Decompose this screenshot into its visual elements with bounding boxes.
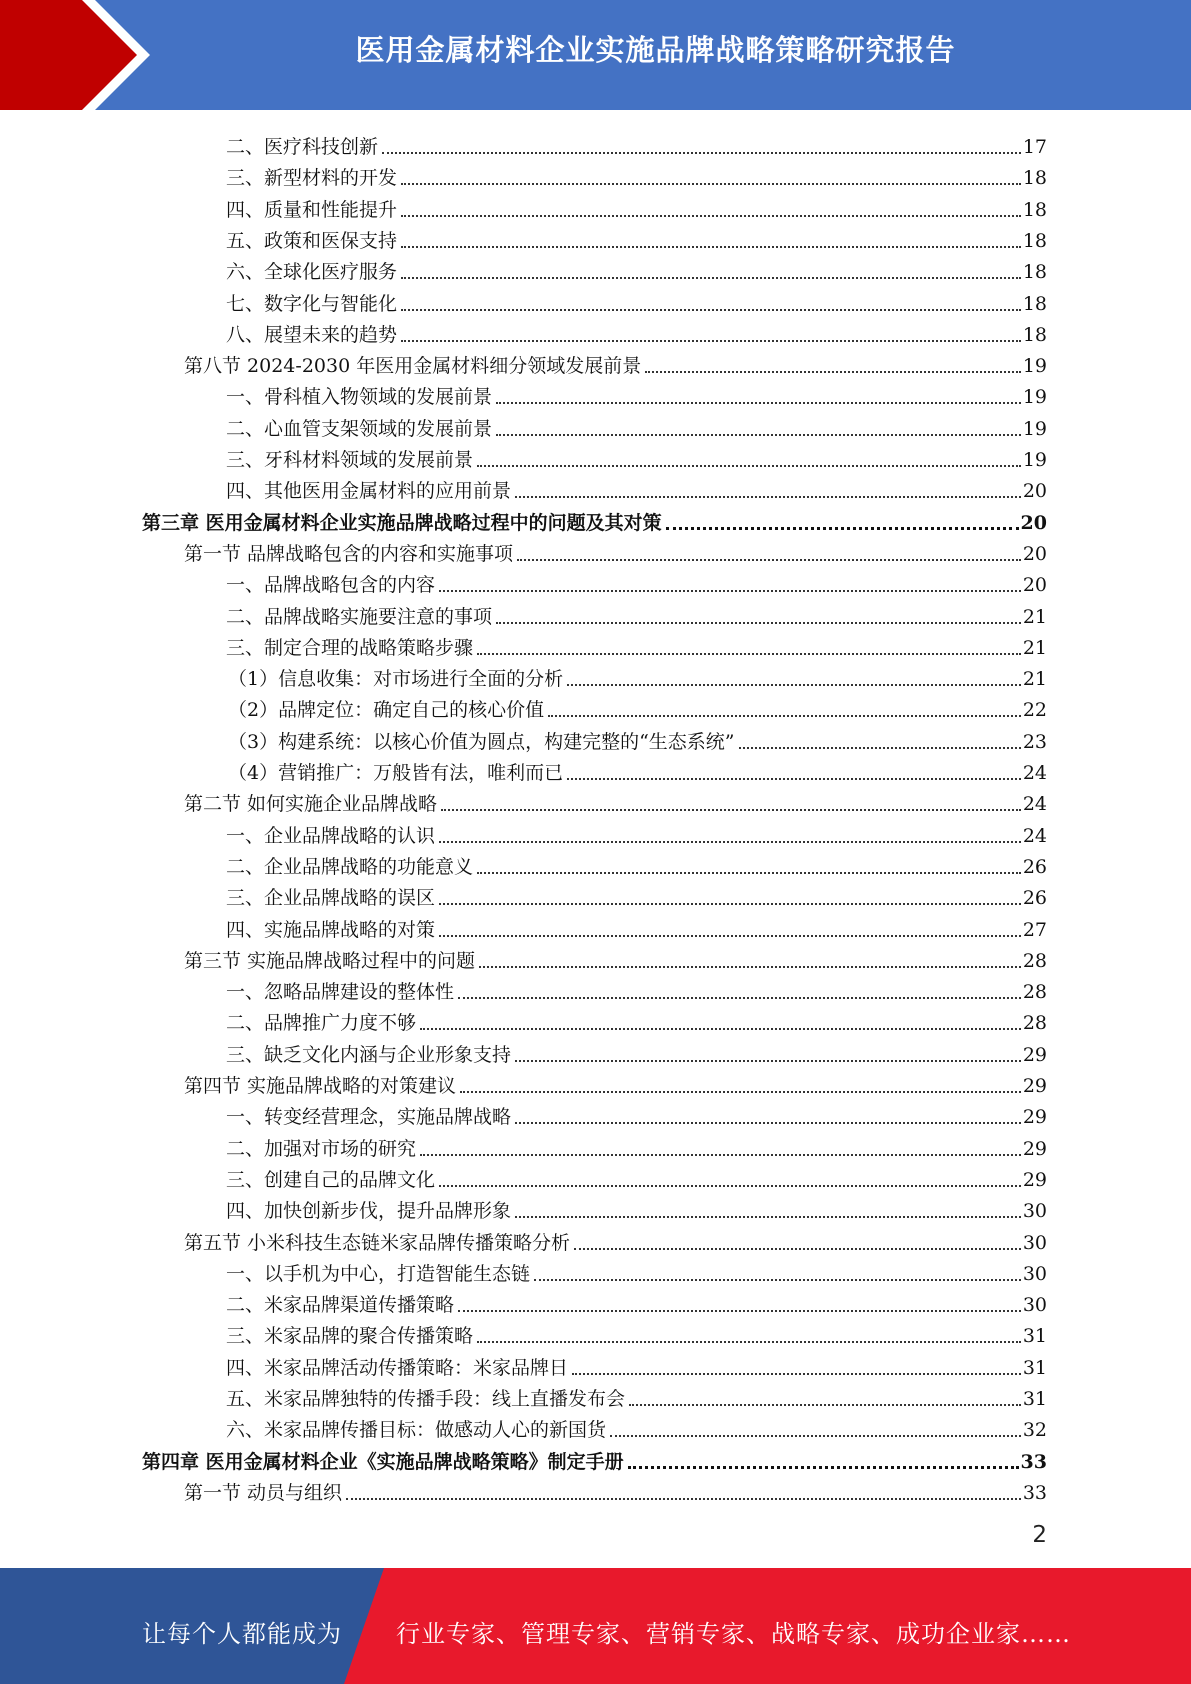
toc-entry[interactable] — [226, 253, 1047, 284]
toc-entry-title: 二、医疗科技创新 — [226, 136, 379, 158]
toc-entry-title: 三、创建自己的品牌文化 — [226, 1168, 436, 1191]
toc-leader-dots — [441, 808, 1021, 811]
toc-entry[interactable] — [226, 1380, 1047, 1411]
toc-entry-title: 第四节 实施品牌战略的对策建议 — [184, 1075, 457, 1097]
toc-leader-dots — [477, 1340, 1021, 1343]
toc-leader-dots — [628, 1465, 1019, 1469]
toc-entry-title: 一、品牌战略包含的内容 — [226, 574, 436, 597]
toc-entry-page: 27 — [1022, 918, 1047, 941]
toc-leader-dots — [572, 1372, 1021, 1375]
toc-entry-page: 18 — [1022, 198, 1047, 221]
toc-entry[interactable] — [142, 504, 1047, 535]
toc-entry[interactable] — [184, 785, 1047, 816]
toc-leader-dots — [401, 339, 1021, 342]
toc-leader-dots — [574, 1247, 1021, 1250]
toc-entry[interactable] — [226, 159, 1047, 190]
toc-leader-dots — [401, 214, 1021, 217]
toc-entry[interactable] — [184, 347, 1047, 378]
toc-entry[interactable] — [226, 629, 1047, 660]
toc-entry[interactable] — [184, 942, 1047, 973]
toc-entry-title: 三、米家品牌的聚合传播策略 — [226, 1325, 474, 1348]
toc-entry-title: 二、企业品牌战略的功能意义 — [226, 855, 474, 878]
toc-entry-title: 四、质量和性能提升 — [226, 198, 398, 221]
toc-entry-page: 24 — [1022, 762, 1047, 784]
toc-entry-title: 二、心血管支架领域的发展前景 — [226, 417, 493, 440]
toc-entry-title: 八、展望未来的趋势 — [226, 323, 398, 346]
toc-entry-title: （4）营销推广：万般皆有法，唯利而已 — [228, 762, 564, 784]
toc-entry[interactable] — [226, 1192, 1047, 1223]
toc-leader-dots — [401, 182, 1021, 185]
toc-entry-title: 二、品牌推广力度不够 — [226, 1012, 417, 1035]
toc-entry[interactable] — [226, 191, 1047, 222]
toc-entry-title: 第一节 品牌战略包含的内容和实施事项 — [184, 542, 514, 565]
toc-entry-page: 21 — [1022, 605, 1047, 628]
toc-entry-page: 30 — [1022, 1294, 1047, 1317]
toc-entry[interactable] — [228, 754, 1047, 785]
toc-entry-title: 三、新型材料的开发 — [226, 167, 398, 190]
toc-entry-page: 28 — [1022, 1012, 1047, 1035]
toc-entry-page: 31 — [1022, 1325, 1047, 1348]
toc-entry-title: 一、转变经营理念，实施品牌战略 — [226, 1106, 512, 1129]
toc-entry[interactable] — [226, 911, 1047, 942]
toc-entry-page: 22 — [1022, 699, 1047, 722]
toc-entry-page: 31 — [1022, 1356, 1047, 1379]
toc-entry[interactable] — [226, 410, 1047, 441]
toc-entry-title: 五、米家品牌独特的传播手段：线上直播发布会 — [226, 1388, 626, 1410]
toc-entry-title: 六、全球化医疗服务 — [226, 261, 398, 284]
toc-leader-dots — [401, 308, 1021, 311]
toc-entry-page: 18 — [1022, 323, 1047, 346]
toc-entry-title: 一、企业品牌战略的认识 — [226, 824, 436, 847]
toc-entry-page: 33 — [1022, 1481, 1047, 1504]
toc-entry[interactable] — [226, 566, 1047, 597]
toc-entry-title: 三、制定合理的战略策略步骤 — [226, 636, 474, 659]
toc-entry-page: 20 — [1020, 511, 1047, 534]
toc-leader-dots — [420, 1153, 1021, 1156]
toc-entry[interactable] — [226, 222, 1047, 253]
toc-entry-title: 四、实施品牌战略的对策 — [226, 918, 436, 941]
toc-entry-page: 29 — [1022, 1075, 1047, 1097]
toc-entry[interactable] — [184, 1067, 1047, 1098]
toc-entry-title: 二、米家品牌渠道传播策略 — [226, 1294, 455, 1317]
toc-entry[interactable] — [226, 817, 1047, 848]
toc-leader-dots — [515, 1215, 1021, 1218]
toc-entry-title: 七、数字化与智能化 — [226, 292, 398, 315]
toc-entry[interactable] — [226, 1286, 1047, 1317]
toc-entry[interactable] — [226, 441, 1047, 472]
toc-leader-dots — [439, 840, 1021, 843]
toc-entry-page: 30 — [1022, 1262, 1047, 1285]
toc-entry-page: 28 — [1022, 949, 1047, 972]
page-header — [0, 0, 1191, 110]
toc-entry-title: 第四章 医用金属材料企业《实施品牌战略策略》制定手册 — [142, 1450, 624, 1473]
toc-leader-dots — [477, 464, 1021, 467]
toc-leader-dots — [420, 1027, 1021, 1030]
toc-entry[interactable] — [226, 879, 1047, 910]
toc-entry-page: 30 — [1022, 1231, 1047, 1254]
toc-entry-page: 18 — [1022, 292, 1047, 315]
toc-entry-title: 三、企业品牌战略的误区 — [226, 887, 436, 910]
toc-leader-dots — [401, 245, 1021, 248]
toc-entry-title: 四、米家品牌活动传播策略：米家品牌日 — [226, 1356, 569, 1379]
toc-entry-title: 第一节 动员与组织 — [184, 1481, 343, 1504]
toc-entry-title: 一、忽略品牌建设的整体性 — [226, 981, 455, 1004]
toc-entry-page: 19 — [1022, 355, 1047, 378]
toc-entry-page: 26 — [1022, 855, 1047, 878]
toc-entry-title: （2）品牌定位：确定自己的核心价值 — [228, 699, 545, 722]
toc-entry[interactable] — [226, 1098, 1047, 1129]
toc-leader-dots — [439, 902, 1021, 905]
toc-entry-title: 第三节 实施品牌战略过程中的问题 — [184, 949, 476, 972]
toc-entry-page: 29 — [1022, 1168, 1047, 1191]
toc-entry-page: 19 — [1022, 386, 1047, 409]
toc-entry-page: 31 — [1022, 1388, 1047, 1410]
toc-entry[interactable] — [228, 723, 1047, 754]
toc-entry-title: 六、米家品牌传播目标：做感动人心的新国货 — [226, 1419, 607, 1442]
toc-entry-page: 19 — [1022, 417, 1047, 440]
toc-leader-dots — [477, 871, 1021, 874]
toc-leader-dots — [515, 1121, 1021, 1124]
toc-entry-title: （1）信息收集：对市场进行全面的分析 — [228, 668, 564, 691]
toc-entry-page: 29 — [1022, 1137, 1047, 1160]
page-number: 2 — [1032, 1522, 1047, 1548]
toc-entry-title: 第二节 如何实施企业品牌战略 — [184, 793, 438, 816]
toc-leader-dots — [610, 1434, 1021, 1437]
toc-entry[interactable] — [226, 598, 1047, 629]
toc-entry-page: 29 — [1022, 1043, 1047, 1066]
toc-entry[interactable] — [226, 1161, 1047, 1192]
toc-entry[interactable] — [226, 1130, 1047, 1161]
toc-entry-page: 23 — [1022, 730, 1047, 753]
toc-entry-title: 二、品牌战略实施要注意的事项 — [226, 605, 493, 628]
footer-slogan-left: 让每个人都能成为 — [142, 1620, 342, 1648]
toc-entry-page: 30 — [1022, 1200, 1047, 1223]
toc-leader-dots — [479, 965, 1021, 968]
toc-leader-dots — [439, 589, 1021, 592]
toc-entry-page: 32 — [1022, 1419, 1047, 1442]
toc-entry-page: 24 — [1022, 793, 1047, 816]
toc-entry[interactable] — [226, 378, 1047, 409]
header-title: 医用金属材料企业实施品牌战略策略研究报告 — [355, 33, 956, 67]
toc-entry[interactable] — [228, 660, 1047, 691]
toc-leader-dots — [567, 683, 1021, 686]
toc-entry-title: 三、牙科材料领域的发展前景 — [226, 449, 474, 471]
toc-entry-page: 18 — [1022, 167, 1047, 190]
toc-entry[interactable] — [142, 1443, 1047, 1474]
toc-entry-title: （3）构建系统：以核心价值为圆点，构建完整的“生态系统” — [228, 730, 735, 753]
toc-entry-title: 一、骨科植入物领域的发展前景 — [226, 386, 493, 409]
toc-entry-title: 一、以手机为中心，打造智能生态链 — [226, 1262, 531, 1285]
toc-leader-dots — [548, 714, 1021, 717]
toc-entry[interactable] — [226, 1255, 1047, 1286]
toc-entry[interactable] — [226, 285, 1047, 316]
toc-entry-title: 第三章 医用金属材料企业实施品牌战略过程中的问题及其对策 — [142, 511, 662, 534]
footer-slogan-right: 行业专家、管理专家、营销专家、战略专家、成功企业家…… — [396, 1620, 1071, 1648]
toc-entry[interactable] — [226, 1411, 1047, 1442]
toc-leader-dots — [439, 934, 1021, 937]
toc-leader-dots — [534, 1278, 1021, 1281]
toc-leader-dots — [477, 652, 1021, 655]
toc-entry[interactable] — [226, 1036, 1047, 1067]
toc-entry-title: 第五节 小米科技生态链米家品牌传播策略分析 — [184, 1231, 571, 1254]
toc-entry[interactable] — [226, 1004, 1047, 1035]
toc-entry[interactable] — [226, 973, 1047, 1004]
toc-entry-title: 四、加快创新步伐，提升品牌形象 — [226, 1200, 512, 1223]
toc-entry-page: 20 — [1022, 574, 1047, 597]
toc-leader-dots — [496, 401, 1021, 404]
toc-entry-page: 18 — [1022, 229, 1047, 252]
toc-leader-dots — [666, 526, 1019, 530]
toc-leader-dots — [460, 1090, 1021, 1093]
toc-entry-page: 20 — [1022, 480, 1047, 503]
toc-entry[interactable] — [226, 472, 1047, 503]
toc-entry-page: 21 — [1022, 668, 1047, 691]
toc-entry[interactable] — [226, 128, 1047, 159]
toc-leader-dots — [496, 433, 1021, 436]
toc-entry-page: 33 — [1020, 1450, 1047, 1473]
toc-entry[interactable] — [226, 1317, 1047, 1348]
toc-entry[interactable] — [184, 1224, 1047, 1255]
toc-entry-page: 17 — [1022, 136, 1047, 158]
toc-leader-dots — [515, 1059, 1021, 1062]
toc-entry-title: 三、缺乏文化内涵与企业形象支持 — [226, 1043, 512, 1066]
toc-leader-dots — [439, 1184, 1021, 1187]
toc-entry-title: 二、加强对市场的研究 — [226, 1137, 417, 1160]
toc-entry-title: 四、其他医用金属材料的应用前景 — [226, 480, 512, 503]
toc-entry[interactable] — [184, 1474, 1047, 1505]
toc-leader-dots — [346, 1497, 1021, 1500]
toc-entry-title: 五、政策和医保支持 — [226, 229, 398, 252]
toc-leader-dots — [401, 276, 1021, 279]
toc-leader-dots — [739, 746, 1021, 749]
toc-entry-page: 19 — [1022, 449, 1047, 471]
toc-entry-page: 21 — [1022, 636, 1047, 659]
toc-leader-dots — [645, 370, 1021, 373]
toc-leader-dots — [517, 558, 1021, 561]
toc-entry[interactable] — [228, 691, 1047, 722]
toc-entry-page: 29 — [1022, 1106, 1047, 1129]
toc-leader-dots — [567, 777, 1021, 780]
toc-entry-page: 26 — [1022, 887, 1047, 910]
toc-leader-dots — [496, 621, 1021, 624]
toc-entry-page: 18 — [1022, 261, 1047, 284]
toc-entry[interactable] — [226, 316, 1047, 347]
toc-leader-dots — [515, 495, 1021, 498]
toc-entry[interactable] — [184, 535, 1047, 566]
toc-entry-page: 28 — [1022, 981, 1047, 1004]
toc-leader-dots — [382, 151, 1021, 154]
toc-entry[interactable] — [226, 848, 1047, 879]
toc-entry-page: 20 — [1022, 542, 1047, 565]
toc-entry-title: 第八节 2024-2030 年医用金属材料细分领域发展前景 — [184, 355, 642, 378]
toc-leader-dots — [458, 996, 1021, 999]
toc-entry-page: 24 — [1022, 824, 1047, 847]
toc-entry[interactable] — [226, 1349, 1047, 1380]
page-footer — [0, 1568, 1191, 1684]
toc-leader-dots — [629, 1403, 1021, 1406]
toc-leader-dots — [458, 1309, 1021, 1312]
